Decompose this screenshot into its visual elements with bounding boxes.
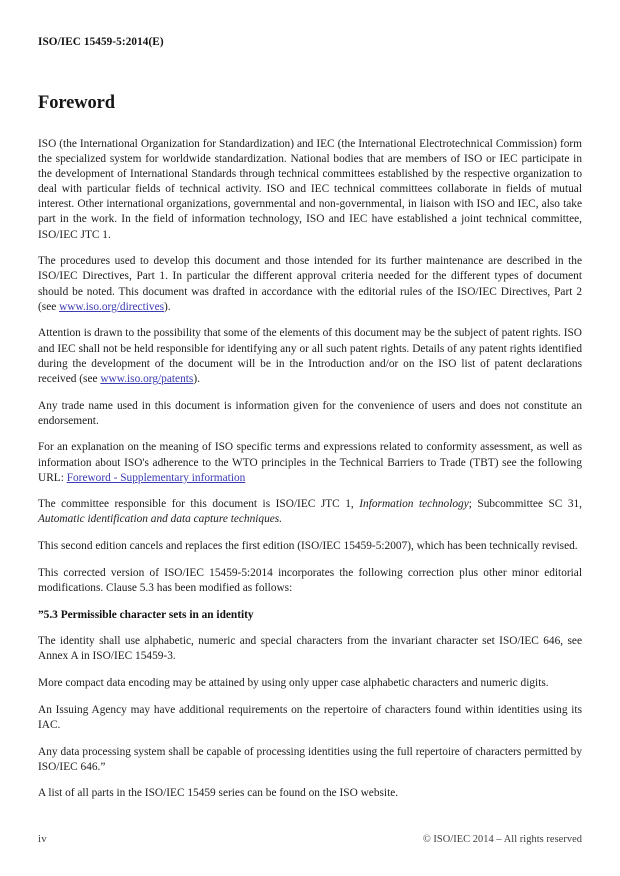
paragraph-procedures [38, 254, 582, 315]
paragraph-committee-text-1: The committee responsible for this document is ISO/IEC JTC 1, [38, 498, 360, 511]
paragraph-committee-text-2: ; Subcommittee SC 31, [468, 498, 583, 511]
body-text [38, 115, 582, 802]
paragraph-committee [38, 497, 582, 527]
clause-5-3-heading: ”5.3 Permissible character sets in an identity [38, 608, 254, 621]
paragraph-patents-text-after: ). [193, 372, 200, 385]
page-footer [38, 833, 582, 845]
paragraph-data-processing: Any data processing system shall be capable of processing identities using the full repertoire of characters permitted by ISO/IEC 646.” [38, 745, 582, 773]
paragraph-issuing-agency: An Issuing Agency may have additional requirements on the repertoire of characters found within identities using its IAC. [38, 703, 582, 731]
paragraph-corrected-version: This corrected version of ISO/IEC 15459-5:2014 incorporates the following correction plus other minor editorial modifications. Clause 5.3 has been modified as follows: [38, 566, 582, 594]
subcommittee-title-italic: Automatic identification and data capture techniques. [38, 513, 283, 526]
paragraph-identity-character-set: The identity shall use alphabetic, numeric and special characters from the invariant character set ISO/IEC 646, see Annex A in ISO/IEC 15459-3. [38, 635, 582, 663]
paragraph-conformity [38, 440, 582, 485]
page-title: Foreword [38, 93, 115, 114]
paragraph-conformity-text-before: For an explanation on the meaning of ISO specific terms and expressions related to conformity assessment, as well as information about ISO's adherence to the WTO principles in the Technical Barriers to Trade (TBT) see the following URL: [38, 441, 582, 484]
paragraph-patents [38, 326, 582, 387]
footer-copyright: © ISO/IEC 2014 – All rights reserved [422, 834, 582, 845]
paragraph-second-edition: This second edition cancels and replaces the first edition (ISO/IEC 15459-5:2007), which has been technically revised. [38, 540, 578, 553]
directives-link[interactable]: www.iso.org/directives [59, 300, 165, 313]
paragraph-procedures-text-before: The procedures used to develop this document and those intended for its further maintenance are described in the ISO/IEC Directives, Part 1. In particular the different approval criteria needed for the different types of document should be noted. This document was drafted in accordance with the editorial rules of the ISO/IEC Directives, Part 2 (see [38, 255, 582, 313]
paragraph-series-list: A list of all parts in the ISO/IEC 15459 series can be found on the ISO website. [38, 787, 399, 800]
supplementary-information-link[interactable]: Foreword - Supplementary information [66, 471, 246, 484]
paragraph-intro: ISO (the International Organization for Standardization) and IEC (the International Electrotechnical Commission) form the specialized system for worldwide standardization. National bodies that are members of ISO or IEC participate in the development of International Standards through technical committees established by the respective organization to deal with particular fields of technical activity. ISO and IEC technical committees collaborate in fields of mutual interest. Other international organizations, governmental and non-governmental, in liaison with ISO and IEC, also take part in the work. In the field of information technology, ISO and IEC have established a joint technical committee, ISO/IEC JTC 1. [38, 137, 582, 241]
paragraph-procedures-text-after: ). [164, 300, 171, 313]
running-head: ISO/IEC 15459-5:2014(E) [38, 36, 164, 48]
paragraph-patents-text-before: Attention is drawn to the possibility that some of the elements of this document may be the subject of patent rights. ISO and IEC shall not be held responsible for identifying any or all such patent rights. Details of any patent rights identified during the development of the document will be in the Introduction and/or on the ISO list of patent declarations received (see [38, 327, 582, 385]
paragraph-trade-name: Any trade name used in this document is information given for the convenience of users and does not constitute an endorsement. [38, 399, 582, 427]
committee-title-italic: Information technology [359, 498, 469, 511]
paragraph-compact-encoding: More compact data encoding may be attained by using only upper case alphabetic characters and numeric digits. [38, 677, 549, 690]
page-content [38, 0, 582, 813]
patents-link[interactable]: www.iso.org/patents [100, 372, 194, 385]
footer-page-number: iv [38, 833, 47, 845]
